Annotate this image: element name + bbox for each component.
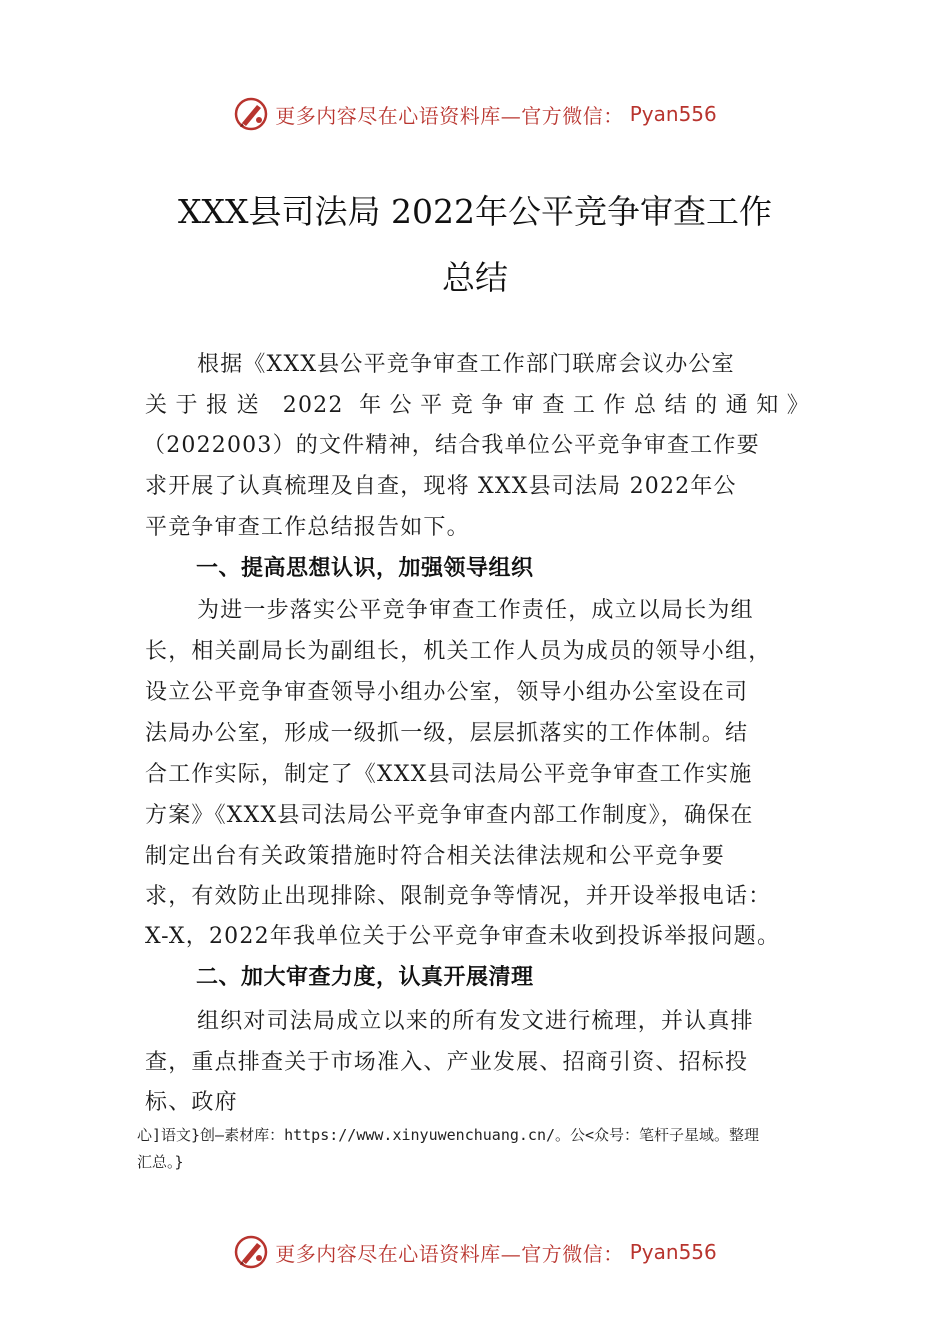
- section-2-line: 标、政府: [145, 1090, 238, 1115]
- document-title-line-2: 总结: [442, 258, 508, 297]
- intro-line: 关于报送 2022 年公平竞争审查工作总结的通知》: [145, 393, 810, 418]
- source-note-line: 心]语文}创—素材库：https://www.xinyuwenchuang.cn/。公<众号：笔杆子星域。整理: [137, 1126, 760, 1144]
- bottom-banner: [0, 1230, 950, 1274]
- section-1-line: 设立公平竞争审查领导小组办公室，领导小组办公室设在司: [145, 680, 749, 705]
- document-title-line-1: XXX县司法局 2022年公平竞争审查工作: [178, 192, 772, 231]
- banner-wechat-id: Pyan556: [629, 102, 717, 126]
- pen-logo-icon: [233, 1234, 269, 1270]
- section-1-line: 制定出台有关政策措施时符合相关法律法规和公平竞争要: [145, 844, 726, 869]
- section-2-line: 组织对司法局成立以来的所有发文进行梳理，并认真排: [197, 1009, 754, 1034]
- source-note-line: 汇总。}: [137, 1153, 184, 1171]
- section-1-line: 方案》《XXX县司法局公平竞争审查内部工作制度》，确保在: [145, 803, 754, 828]
- top-banner: [0, 92, 950, 136]
- banner-text: 更多内容尽在心语资料库—官方微信：: [275, 103, 624, 128]
- banner-text: 更多内容尽在心语资料库—官方微信：: [275, 1241, 624, 1266]
- section-1-line: X-X，2022年我单位关于公平竞争审查未收到投诉举报问题。: [145, 924, 781, 949]
- section-1-line: 为进一步落实公平竞争审查工作责任，成立以局长为组: [197, 598, 754, 623]
- intro-line: （2022003）的文件精神，结合我单位公平竞争审查工作要: [143, 433, 760, 458]
- intro-line: 根据《XXX县公平竞争审查工作部门联席会议办公室: [197, 352, 735, 377]
- intro-line: 求开展了认真梳理及自查，现将 XXX县司法局 2022年公: [145, 474, 737, 499]
- section-1-line: 求，有效防止出现排除、限制竞争等情况，并开设举报电话：: [145, 884, 772, 909]
- banner-wechat-id: Pyan556: [629, 1240, 717, 1264]
- section-1-heading: 一、提高思想认识，加强领导组织: [196, 556, 534, 581]
- section-2-heading: 二、加大审查力度，认真开展清理: [196, 965, 534, 990]
- section-1-line: 长，相关副局长为副组长，机关工作人员为成员的领导小组，: [145, 639, 772, 664]
- intro-line: 平竞争审查工作总结报告如下。: [145, 515, 470, 540]
- section-2-line: 查，重点排查关于市场准入、产业发展、招商引资、招标投: [145, 1050, 749, 1075]
- section-1-line: 合工作实际，制定了《XXX县司法局公平竞争审查工作实施: [145, 762, 753, 787]
- pen-logo-icon: [233, 96, 269, 132]
- section-1-line: 法局办公室，形成一级抓一级，层层抓落实的工作体制。结: [145, 721, 749, 746]
